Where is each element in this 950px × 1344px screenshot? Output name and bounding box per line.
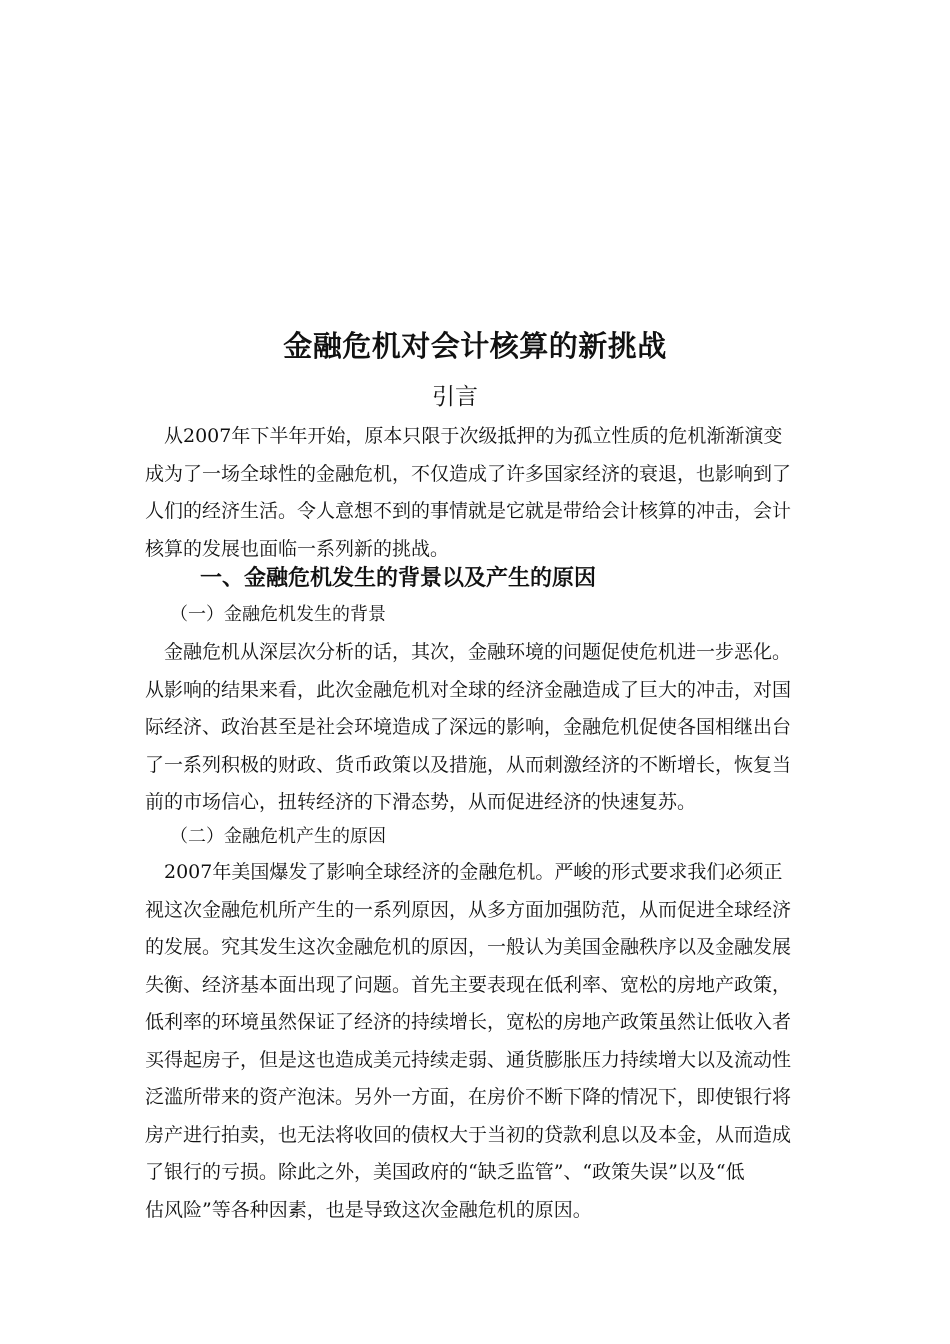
causes-line: 低利率的环境虽然保证了经济的持续增长，宽松的房地产政策虽然让低收入者: [145, 1011, 792, 1033]
intro-line: 成为了一场全球性的金融危机，不仅造成了许多国家经济的衰退，也影响到了: [145, 462, 792, 485]
background-paragraph: [145, 634, 825, 822]
intro-line: 从2007年下半年开始，原本只限于次级抵押的为孤立性质的危机渐渐演变: [145, 425, 783, 447]
causes-line: 买得起房子，但是这也造成美元持续走弱、通货膨胀压力持续增大以及流动性: [145, 1048, 792, 1071]
background-line: 金融危机从深层次分析的话，其次，金融环境的问题促使危机进一步恶化。: [145, 641, 792, 663]
causes-line: 房产进行拍卖，也无法将收回的债权大于当初的贷款利息以及本金，从而造成: [145, 1123, 792, 1146]
intro-line: 人们的经济生活。令人意想不到的事情就是它就是带给会计核算的冲击，会计: [145, 500, 792, 522]
background-line: 际经济、政治甚至是社会环境造成了深远的影响，金融危机促使各国相继出台: [145, 716, 792, 738]
causes-line: 2007年美国爆发了影响全球经济的金融危机。严峻的形式要求我们必须正: [145, 861, 783, 883]
section-heading-1: 一、金融危机发生的背景以及产生的原因: [200, 566, 597, 591]
causes-line: 了银行的亏损。除此之外，美国政府的“缺乏监管”、“政策失误”以及“低: [145, 1161, 745, 1183]
subsection-heading-2: （二）金融危机产生的原因: [170, 826, 386, 847]
intro-heading: 引言: [432, 384, 478, 410]
causes-line: 估风险”等各种因素，也是导致这次金融危机的原因。: [145, 1198, 592, 1221]
document-title: 金融危机对会计核算的新挑战: [283, 329, 667, 363]
intro-line: 核算的发展也面临一系列新的挑战。: [145, 537, 450, 560]
intro-paragraph: [145, 418, 825, 568]
causes-line: 失衡、经济基本面出现了问题。首先主要表现在低利率、宽松的房地产政策，: [145, 973, 792, 996]
causes-line: 泛滥所带来的资产泡沫。另外一方面，在房价不断下降的情况下，即使银行将: [145, 1086, 792, 1108]
background-line: 从影响的结果来看，此次金融危机对全球的经济金融造成了巨大的冲击，对国: [145, 678, 792, 701]
causes-line: 的发展。究其发生这次金融危机的原因，一般认为美国金融秩序以及金融发展: [145, 936, 792, 958]
background-line: 了一系列积极的财政、货币政策以及措施，从而刺激经济的不断增长，恢复当: [145, 753, 792, 776]
causes-line: 视这次金融危机所产生的一系列原因，从多方面加强防范，从而促进全球经济: [145, 898, 792, 921]
causes-paragraph: [145, 854, 825, 1229]
subsection-heading-1: （一）金融危机发生的背景: [170, 604, 386, 625]
background-line: 前的市场信心，扭转经济的下滑态势，从而促进经济的快速复苏。: [145, 791, 697, 813]
